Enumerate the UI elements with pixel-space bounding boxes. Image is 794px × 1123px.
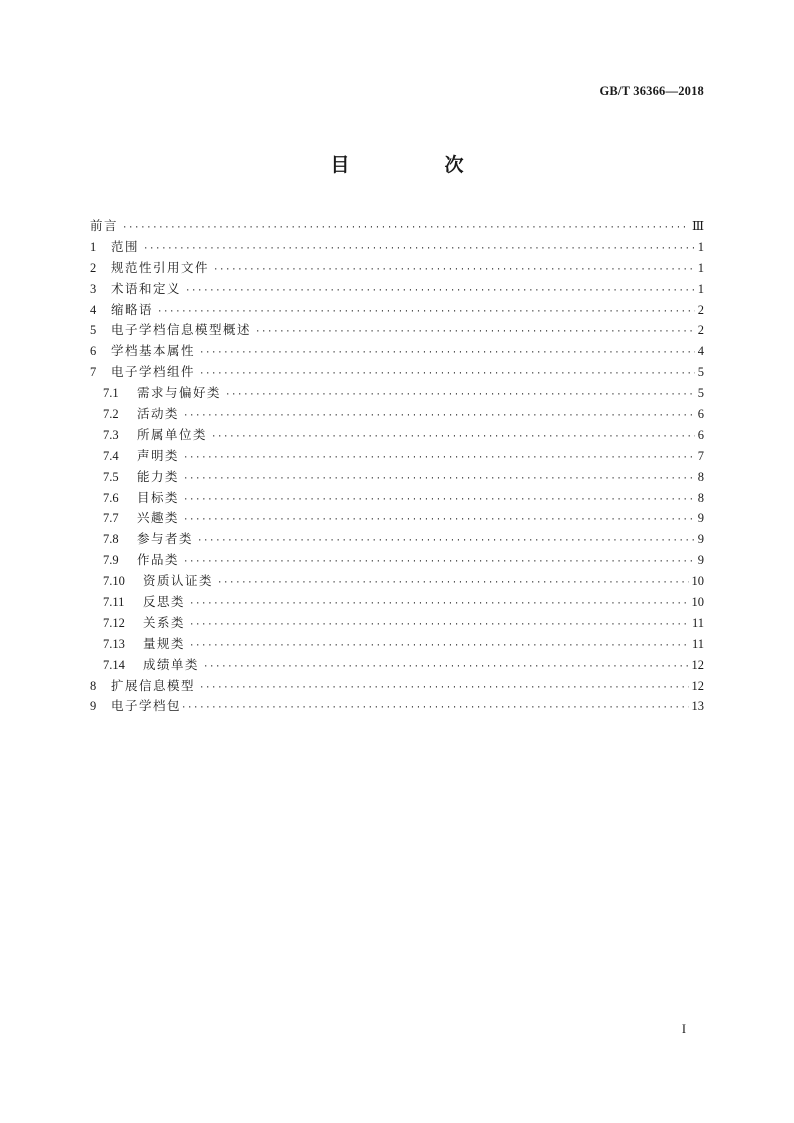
toc-entry-7-1[interactable] [90,383,704,404]
toc-entry-label: 参与者类 [137,531,194,547]
toc-entry-page: 2 [697,302,704,317]
table-of-contents [90,216,704,717]
toc-leader-dots [183,469,695,490]
toc-entry-7-5[interactable] [90,467,704,488]
toc-entry-number: 5 [90,323,97,338]
toc-entry-label: 声明类 [137,447,180,463]
toc-leader-dots [197,531,695,552]
toc-entry-7-10[interactable] [90,571,704,592]
page-number: I [681,1022,686,1036]
toc-entry-number: 7.7 [103,511,119,526]
toc-leader-dots [183,490,695,511]
toc-leader-dots [185,281,695,302]
toc-entry-4[interactable] [90,300,704,321]
toc-entry-page: 1 [697,260,704,275]
toc-leader-dots [183,406,695,427]
toc-entry-page: 11 [691,636,704,651]
toc-entry-page: 4 [697,344,704,359]
standard-code: GB/T 36366—2018 [599,84,704,98]
toc-entry-label: 电子学档包 [111,698,182,714]
page-title: 目 次 [330,154,502,176]
toc-entry-number: 7.10 [103,574,125,589]
toc-entry-7-8[interactable] [90,529,704,550]
toc-leader-dots [225,385,695,406]
toc-entry-label: 活动类 [137,406,180,422]
toc-entry-number: 7.12 [103,615,125,630]
toc-entry-5[interactable] [90,320,704,341]
toc-leader-dots [199,343,695,364]
toc-entry-2[interactable] [90,258,704,279]
toc-entry-label: 成绩单类 [143,656,200,672]
toc-entry-number: 2 [90,260,97,275]
toc-entry-label: 资质认证类 [143,573,214,589]
toc-entry-7-11[interactable] [90,592,704,613]
toc-entry-label: 目标类 [137,489,180,505]
toc-leader-dots [255,322,695,343]
toc-entry-7-9[interactable] [90,550,704,571]
toc-entry-page: 8 [697,469,704,484]
toc-entry-7-13[interactable] [90,634,704,655]
toc-leader-dots [183,448,695,469]
toc-entry-page: 1 [697,239,704,254]
toc-entry-number: 9 [90,699,97,714]
toc-entry-number: 7.2 [103,407,119,422]
toc-entry-number: 4 [90,302,97,317]
toc-entry-7-7[interactable] [90,508,704,529]
toc-entry-1[interactable] [90,237,704,258]
toc-entry-label: 作品类 [137,552,180,568]
toc-entry-label: 范围 [111,238,140,254]
toc-leader-dots [217,573,688,594]
toc-entry-label: 所属单位类 [137,426,208,442]
toc-entry-number: 7.4 [103,448,119,463]
toc-entry-label: 反思类 [143,594,186,610]
toc-entry-page: 9 [697,511,704,526]
toc-entry-label: 术语和定义 [111,280,182,296]
toc-entry-label: 规范性引用文件 [111,259,210,275]
toc-leader-dots [199,364,695,385]
toc-leader-dots [189,636,689,657]
toc-entry-page: 9 [697,553,704,568]
toc-entry-7-2[interactable] [90,404,704,425]
toc-entry-number: 7.8 [103,532,119,547]
toc-entry-number: 7.11 [103,595,125,610]
toc-entry-page: 12 [691,678,704,693]
toc-entry-7-3[interactable] [90,425,704,446]
toc-entry-page: 10 [691,574,704,589]
toc-leader-dots [181,698,688,719]
toc-entry-8[interactable] [90,676,704,697]
toc-entry-label: 量规类 [143,635,186,651]
toc-entry-page: 7 [697,448,704,463]
toc-entry-label: 缩略语 [111,301,154,317]
toc-entry-7-4[interactable] [90,446,704,467]
toc-entry-number: 7.6 [103,490,119,505]
toc-entry-foreword[interactable] [90,216,704,237]
toc-entry-number: 7.1 [103,386,119,401]
toc-entry-number: 6 [90,344,97,359]
toc-entry-label: 前言 [90,218,119,233]
toc-entry-page: 11 [691,615,704,630]
toc-leader-dots [189,594,688,615]
toc-entry-page: 13 [691,699,704,714]
toc-leader-dots [183,552,695,573]
toc-leader-dots [211,427,695,448]
toc-entry-number: 7.13 [103,636,125,651]
toc-leader-dots [189,615,689,636]
toc-leader-dots [213,260,695,281]
toc-entry-label: 关系类 [143,614,186,630]
toc-entry-label: 能力类 [137,468,180,484]
toc-entry-page: 12 [691,657,704,672]
toc-entry-7-12[interactable] [90,613,704,634]
toc-entry-number: 7.3 [103,427,119,442]
toc-entry-label: 电子学档组件 [111,364,196,380]
toc-entry-6[interactable] [90,341,704,362]
toc-entry-page: 8 [697,490,704,505]
toc-entry-page: 9 [697,532,704,547]
toc-entry-7[interactable] [90,362,704,383]
toc-leader-dots [157,302,695,323]
toc-entry-number: 3 [90,281,97,296]
toc-entry-label: 学档基本属性 [111,343,196,359]
toc-entry-page: Ⅲ [691,219,704,233]
toc-leader-dots [183,510,695,531]
toc-entry-page: 5 [697,386,704,401]
toc-entry-3[interactable] [90,279,704,300]
toc-entry-page: 1 [697,281,704,296]
toc-entry-number: 7.14 [103,657,125,672]
toc-entry-page: 10 [691,595,704,610]
toc-leader-dots [122,218,689,239]
toc-entry-page: 5 [697,365,704,380]
toc-entry-number: 7.9 [103,553,119,568]
toc-leader-dots [203,657,688,678]
toc-entry-7-6[interactable] [90,488,704,509]
toc-entry-page: 6 [697,407,704,422]
toc-entry-page: 2 [697,323,704,338]
toc-entry-page: 6 [697,427,704,442]
toc-entry-label: 扩展信息模型 [111,677,196,693]
toc-entry-label: 电子学档信息模型概述 [111,322,252,338]
toc-entry-number: 1 [90,239,97,254]
toc-entry-number: 7.5 [103,469,119,484]
toc-entry-9[interactable] [90,696,704,717]
toc-entry-7-14[interactable] [90,655,704,676]
toc-entry-number: 7 [90,365,97,380]
toc-entry-label: 需求与偏好类 [137,385,222,401]
toc-leader-dots [199,678,688,699]
toc-leader-dots [143,239,695,260]
toc-entry-number: 8 [90,678,97,693]
toc-entry-label: 兴趣类 [137,510,180,526]
